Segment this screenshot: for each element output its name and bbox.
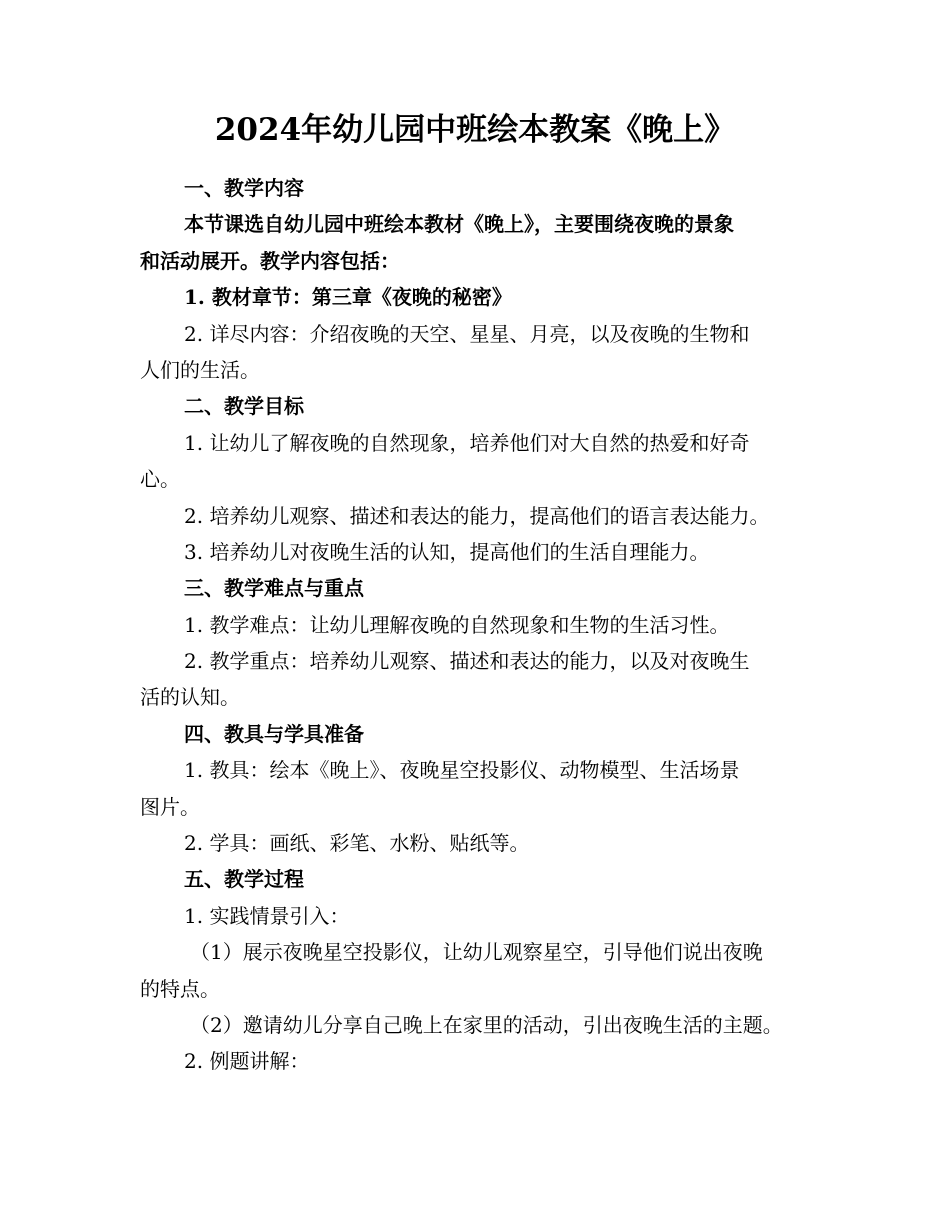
paragraph-line: （2）邀请幼儿分享自己晚上在家里的活动，引出夜晚生活的主题。	[190, 1012, 783, 1037]
paragraph-line: 2. 例题讲解：	[184, 1049, 310, 1074]
paragraph-line: 本节课选自幼儿园中班绘本教材《晚上》，主要围绕夜晚的景象	[184, 212, 734, 237]
section-heading: 二、教学目标	[184, 394, 304, 419]
paragraph-line: 1. 让幼儿了解夜晚的自然现象，培养他们对大自然的热爱和好奇	[184, 430, 750, 455]
paragraph-line: 2. 培养幼儿观察、描述和表达的能力，提高他们的语言表达能力。	[184, 503, 770, 528]
document-title: 2024年幼儿园中班绘本教案《晚上》	[214, 112, 736, 148]
paragraph-line: 1. 教材章节：第三章《夜晚的秘密》	[184, 285, 512, 310]
paragraph-line: （1）展示夜晚星空投影仪，让幼儿观察星空，引导他们说出夜晚	[190, 940, 763, 965]
paragraph-line: 2. 学具：画纸、彩笔、水粉、贴纸等。	[184, 831, 530, 856]
paragraph-line: 2. 教学重点：培养幼儿观察、描述和表达的能力，以及对夜晚生	[184, 649, 750, 674]
paragraph-line: 和活动展开。教学内容包括：	[140, 248, 400, 273]
paragraph-line: 1. 实践情景引入：	[184, 903, 350, 928]
paragraph-line: 3. 培养幼儿对夜晚生活的认知，提高他们的生活自理能力。	[184, 539, 710, 564]
section-heading: 三、教学难点与重点	[184, 576, 364, 601]
paragraph-line: 人们的生活。	[140, 357, 260, 382]
section-heading: 五、教学过程	[184, 867, 304, 892]
document-body	[140, 170, 820, 1080]
section-heading: 四、教具与学具准备	[184, 721, 364, 746]
paragraph-line: 1. 教具：绘本《晚上》、夜晚星空投影仪、动物模型、生活场景	[184, 758, 740, 783]
paragraph-line: 1. 教学难点：让幼儿理解夜晚的自然现象和生物的生活习性。	[184, 612, 730, 637]
paragraph-line: 活的认知。	[140, 685, 240, 710]
section-heading: 一、教学内容	[184, 176, 304, 200]
paragraph-line: 2. 详尽内容：介绍夜晚的天空、星星、月亮，以及夜晚的生物和	[184, 321, 750, 346]
paragraph-line: 心。	[140, 467, 180, 492]
paragraph-line: 的特点。	[140, 976, 220, 1001]
paragraph-line: 图片。	[140, 794, 200, 819]
